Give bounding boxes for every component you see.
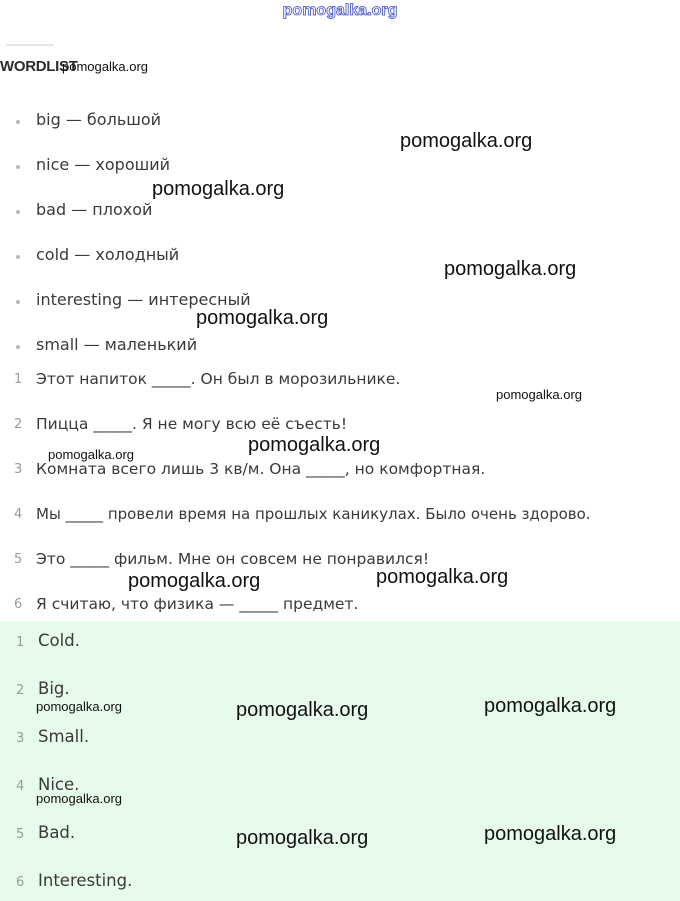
wordlist-title: WORDLIST [0,58,78,75]
watermark: pomogalka.org [36,699,122,714]
bullet-icon [16,165,20,169]
exercise-number: 3 [14,462,23,477]
exercise-number: 6 [14,597,23,612]
wordlist-item: bad — плохой [36,200,153,219]
answer-text: Bad. [38,823,76,842]
answer-number: 1 [16,635,25,650]
exercise-number: 2 [14,417,23,432]
site-header-logo[interactable]: pomogalka.org [282,2,398,19]
answer-text: Big. [38,679,70,698]
bullet-icon [16,345,20,349]
answer-text: Small. [38,727,90,746]
exercise-sentence: Этот напиток _____. Он был в морозильнике. [36,370,401,388]
exercise-sentence: Комната всего лишь 3 кв/м. Она _____, но комфортная. [36,460,486,478]
answer-number: 3 [16,731,25,746]
wordlist-item: small — маленький [36,335,198,354]
watermark: pomogalka.org [484,695,617,717]
exercise-number: 4 [14,507,23,522]
watermark: pomogalka.org [128,570,261,592]
wordlist-item: nice — хороший [36,155,171,174]
bullet-icon [16,300,20,304]
watermark: pomogalka.org [376,566,509,588]
watermark: pomogalka.org [236,827,369,849]
wordlist-item: cold — холодный [36,245,180,264]
answers-panel [0,621,680,901]
bullet-icon [16,210,20,214]
answer-text: Nice. [38,775,80,794]
answer-number: 4 [16,779,25,794]
watermark: pomogalka.org [236,699,369,721]
watermark: pomogalka.org [496,387,582,402]
answer-number: 6 [16,875,25,890]
watermark: pomogalka.org [62,59,148,74]
watermark: pomogalka.org [444,258,577,280]
exercise-number: 5 [14,552,23,567]
bullet-icon [16,120,20,124]
wordlist-item: interesting — интересный [36,290,251,309]
exercise-sentence: Мы _____ провели время на прошлых каникулах. Было очень здорово. [36,505,591,523]
bullet-icon [16,255,20,259]
exercise-sentence: Это _____ фильм. Мне он совсем не понравился! [36,550,430,568]
answer-number: 2 [16,683,25,698]
watermark: pomogalka.org [152,178,285,200]
watermark: pomogalka.org [484,823,617,845]
watermark: pomogalka.org [248,434,381,456]
divider [6,44,54,46]
exercise-number: 1 [14,372,23,387]
exercise-sentence: Пицца _____. Я не могу всю её съесть! [36,415,348,433]
exercise-sentence: Я считаю, что физика — _____ предмет. [36,595,359,613]
wordlist-item: big — большой [36,110,162,129]
answer-number: 5 [16,827,25,842]
answer-text: Cold. [38,631,80,650]
watermark: pomogalka.org [36,791,122,806]
watermark: pomogalka.org [196,307,329,329]
watermark: pomogalka.org [48,447,134,462]
answer-text: Interesting. [38,871,133,890]
watermark: pomogalka.org [400,130,533,152]
